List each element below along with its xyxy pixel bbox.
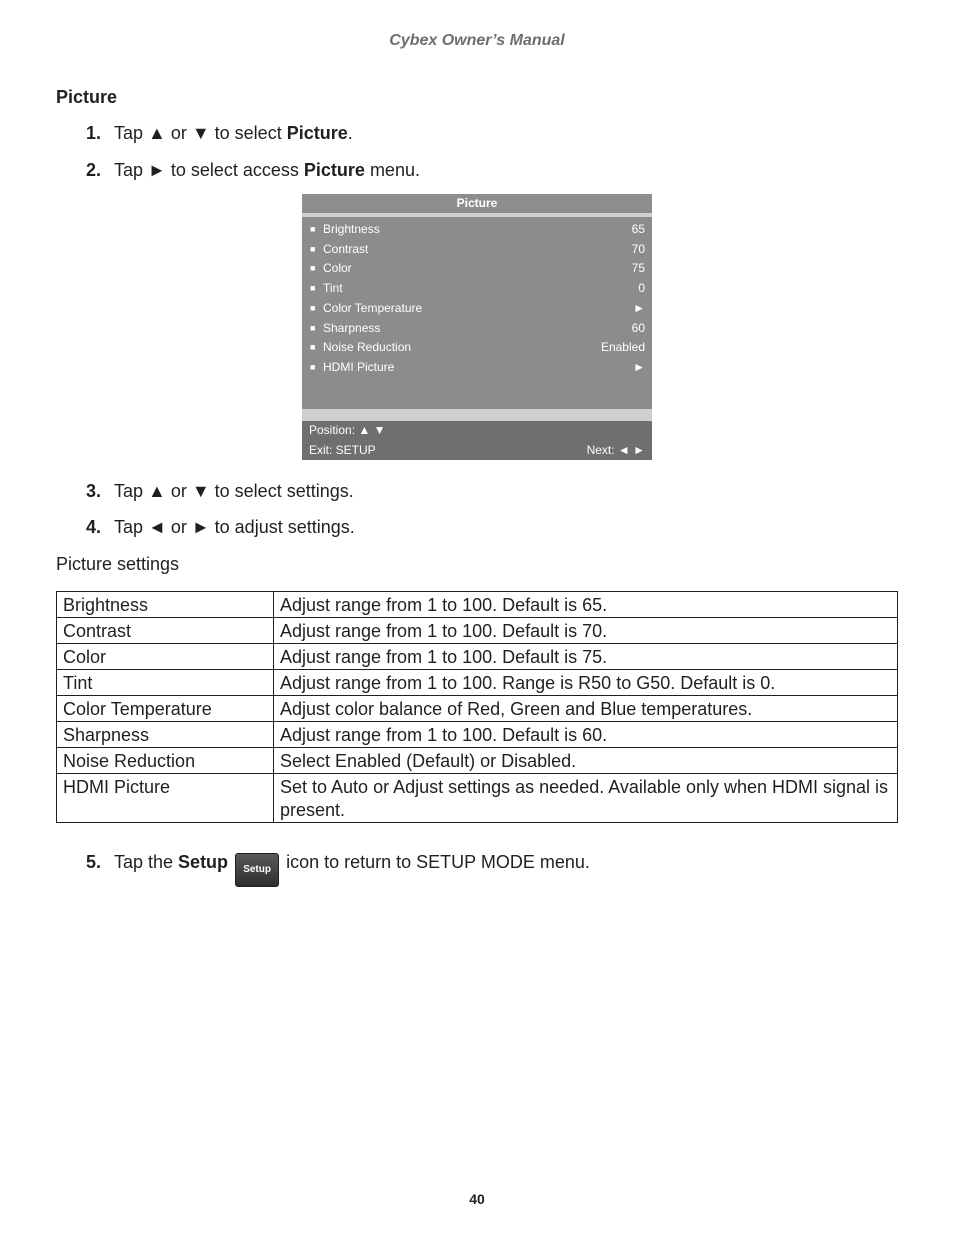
setting-description-cell: Select Enabled (Default) or Disabled. bbox=[274, 748, 898, 774]
osd-item-label: Color Temperature bbox=[323, 300, 423, 315]
table-row bbox=[57, 618, 898, 644]
table-row bbox=[57, 696, 898, 722]
osd-item[interactable] bbox=[302, 241, 652, 261]
square-bullet-icon: ■ bbox=[310, 361, 316, 372]
osd-item[interactable] bbox=[302, 221, 652, 241]
step-number: 2. bbox=[86, 160, 102, 180]
step-3 bbox=[86, 481, 354, 502]
table-row bbox=[57, 592, 898, 618]
setting-description-cell: Adjust range from 1 to 100. Default is 65. bbox=[274, 592, 898, 618]
setting-name-cell: Noise Reduction bbox=[57, 748, 274, 774]
setting-description-cell: Adjust range from 1 to 100. Default is 75. bbox=[274, 644, 898, 670]
osd-exit-hint: Exit: SETUP bbox=[309, 443, 376, 457]
table-row bbox=[57, 774, 898, 823]
step-text: Tap ► to select access bbox=[114, 160, 304, 180]
step-number: 5. bbox=[86, 852, 102, 872]
setting-name-cell: Color bbox=[57, 644, 274, 670]
step-text: Tap ▲ or ▼ to select bbox=[114, 123, 287, 143]
osd-item-value: 60 bbox=[631, 320, 645, 335]
step-text: icon to return to SETUP MODE menu. bbox=[281, 852, 590, 872]
step-number: 4. bbox=[86, 517, 102, 537]
manual-header: Cybex Owner’s Manual bbox=[389, 32, 565, 49]
step-text: Tap ▲ or ▼ to select settings. bbox=[114, 481, 354, 501]
step-number: 3. bbox=[86, 481, 102, 501]
settings-caption: Picture settings bbox=[56, 554, 180, 574]
osd-item-value: ► bbox=[633, 359, 645, 374]
square-bullet-icon: ■ bbox=[310, 322, 316, 333]
setting-name-cell: Color Temperature bbox=[57, 696, 274, 722]
setting-name-cell: Tint bbox=[57, 670, 274, 696]
osd-item[interactable] bbox=[302, 339, 652, 359]
picture-osd-menu bbox=[302, 194, 652, 460]
step-4 bbox=[86, 517, 355, 538]
osd-title: Picture bbox=[302, 194, 652, 213]
step-bold-text: Picture bbox=[286, 123, 348, 143]
step-1 bbox=[86, 123, 353, 144]
osd-item[interactable] bbox=[302, 300, 652, 320]
osd-item-label: Contrast bbox=[323, 241, 369, 256]
table-row bbox=[57, 748, 898, 774]
osd-item[interactable] bbox=[302, 320, 652, 340]
step-text: Tap the bbox=[114, 852, 179, 872]
setting-description-cell: Adjust range from 1 to 100. Default is 70. bbox=[274, 618, 898, 644]
setup-icon: Setup bbox=[235, 853, 279, 887]
osd-item-label: HDMI Picture bbox=[323, 359, 395, 374]
osd-item-label: Sharpness bbox=[323, 320, 381, 335]
table-row bbox=[57, 644, 898, 670]
osd-item-value: 70 bbox=[631, 241, 645, 256]
square-bullet-icon: ■ bbox=[310, 283, 316, 294]
osd-item[interactable] bbox=[302, 260, 652, 280]
osd-item-list bbox=[302, 217, 652, 409]
osd-item-label: Color bbox=[323, 261, 352, 276]
osd-next-hint: Next: ◄ ► bbox=[586, 443, 645, 457]
osd-item-value: 0 bbox=[638, 281, 645, 296]
step-text: . bbox=[347, 123, 353, 143]
table-row bbox=[57, 670, 898, 696]
osd-item[interactable] bbox=[302, 359, 652, 379]
osd-footer bbox=[302, 421, 652, 460]
osd-item[interactable] bbox=[302, 280, 652, 300]
step-text: menu. bbox=[364, 160, 420, 180]
step-bold-text: Picture bbox=[303, 160, 365, 180]
osd-item-value: ► bbox=[633, 300, 645, 315]
osd-item-label: Tint bbox=[323, 281, 343, 296]
setting-name-cell: Brightness bbox=[57, 592, 274, 618]
step-5 bbox=[86, 852, 590, 887]
setting-description-cell: Set to Auto or Adjust settings as needed. Available only when HDMI signal is present. bbox=[274, 774, 898, 823]
page-number: 40 bbox=[469, 1191, 485, 1207]
setting-description-cell: Adjust range from 1 to 100. Default is 60. bbox=[274, 722, 898, 748]
square-bullet-icon: ■ bbox=[310, 342, 316, 353]
setting-description-cell: Adjust range from 1 to 100. Range is R50 to G50. Default is 0. bbox=[274, 670, 898, 696]
osd-item-value: 75 bbox=[631, 261, 645, 276]
osd-item-label: Noise Reduction bbox=[323, 340, 412, 355]
osd-item-value: 65 bbox=[631, 222, 645, 236]
setting-name-cell: HDMI Picture bbox=[57, 774, 274, 823]
osd-position-hint: Position: ▲ ▼ bbox=[309, 423, 386, 437]
osd-item-label: Brightness bbox=[323, 222, 380, 236]
square-bullet-icon: ■ bbox=[310, 263, 316, 274]
picture-settings-table bbox=[56, 591, 898, 823]
step-number: 1. bbox=[86, 123, 102, 143]
step-text: Tap ◄ or ► to adjust settings. bbox=[114, 517, 355, 537]
setting-name-cell: Contrast bbox=[57, 618, 274, 644]
setting-description-cell: Adjust color balance of Red, Green and Blue temperatures. bbox=[274, 696, 898, 722]
table-row bbox=[57, 722, 898, 748]
step-bold-text: Setup bbox=[178, 852, 229, 872]
square-bullet-icon: ■ bbox=[310, 243, 316, 254]
square-bullet-icon: ■ bbox=[310, 224, 316, 234]
section-title: Picture bbox=[56, 87, 118, 107]
square-bullet-icon: ■ bbox=[310, 302, 316, 313]
osd-item-value: Enabled bbox=[600, 340, 645, 355]
setting-name-cell: Sharpness bbox=[57, 722, 274, 748]
step-2 bbox=[86, 160, 420, 181]
